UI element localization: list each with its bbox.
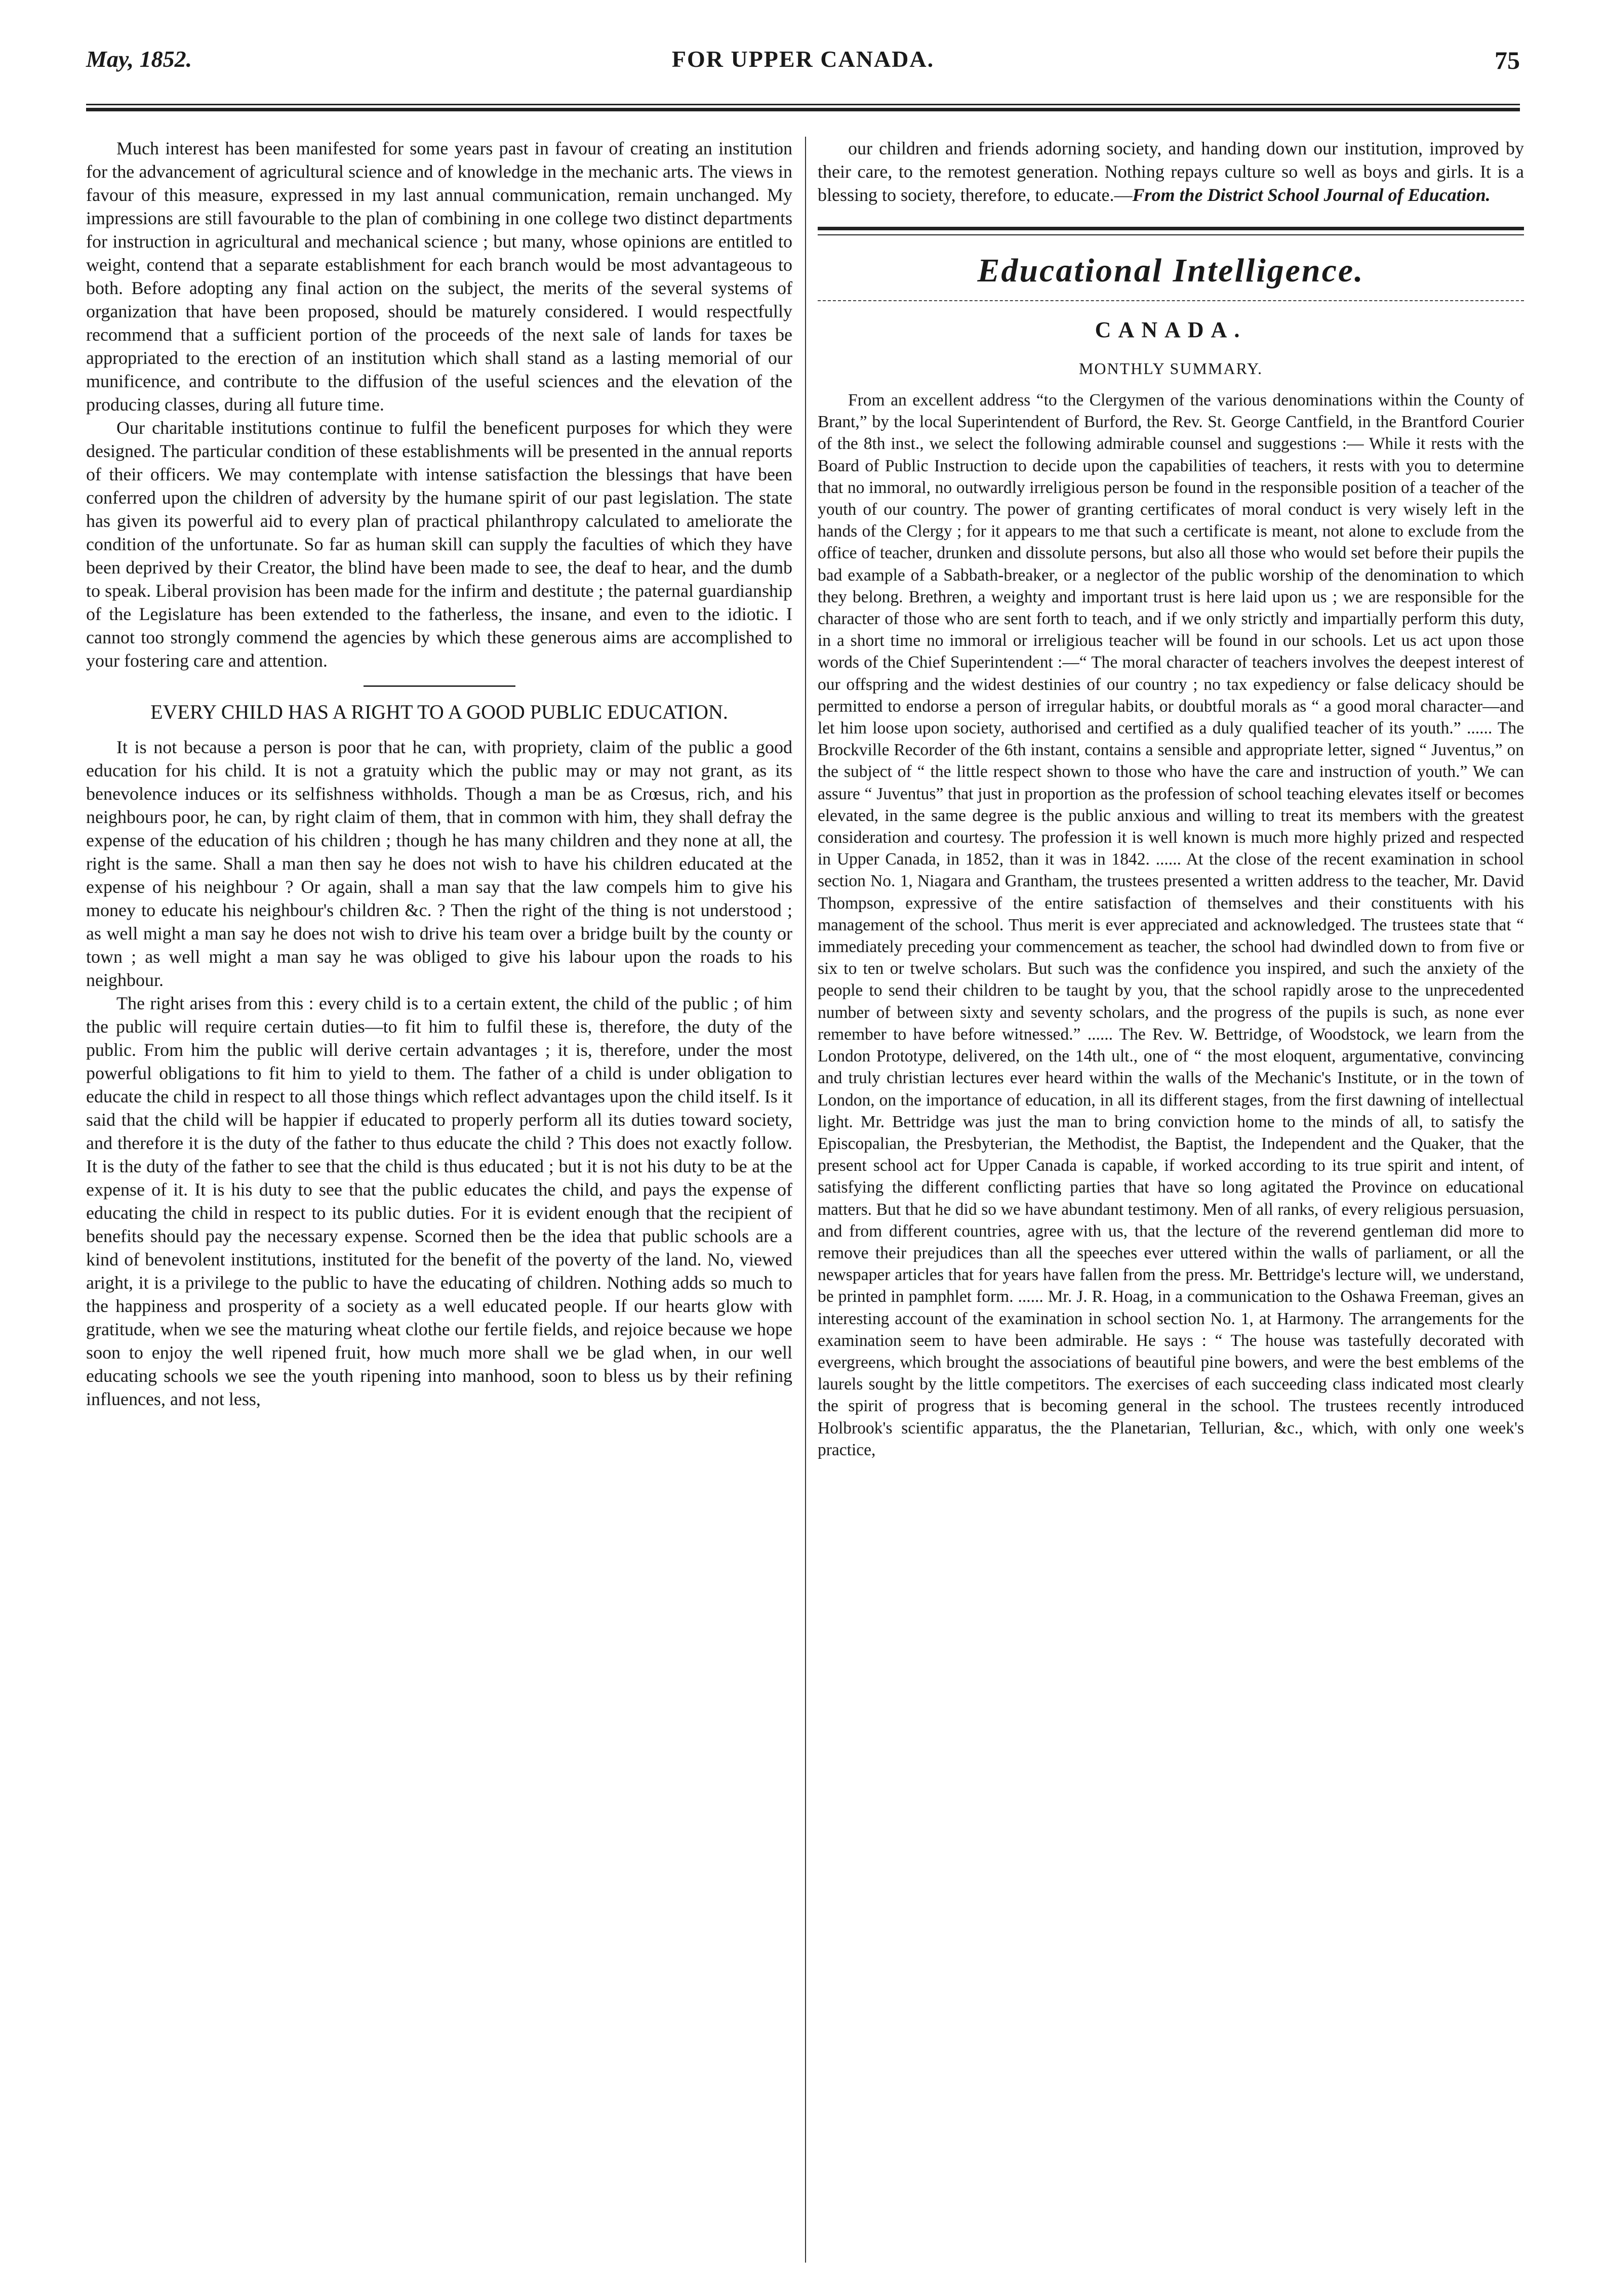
paragraph-right-arises: The right arises from this : every child is to a certain extent, the child of the public ; of him the public will require certain duties—to fit him to fulfil these is, therefore, the duty of the public. From him the public will derive certain advantages ; it is, therefore, under the most powerful obligations to fit him to yield to them. The father of a child is under obligation to educate the child in respect to all those things which reflect advantages upon the child itself. Is it said that the child will be happier if educated to properly perform all its duties toward society, and therefore it is the duty of the father to thus educate the child ? This does not exactly follow. It is the duty of the father to see that the child is thus educated ; but it is not his duty to be at the expense of it. It is his duty to see that the public educates the child, and pays the expense of educating the child in respect to its public duties. For it is evident enough that the recipient of benefits should pay the necessary expense. Scorned then be the idea that public schools are a kind of benevolent institutions, instituted for the benefit of the poverty of the land. No, viewed aright, it is a privilege to the public to have the educating of children. Nothing adds so much to the happiness and prosperity of a society as a well educated people. If our hearts glow with gratitude, when we see the maturing wheat clothe our fertile fields, and rejoice because we hope soon to enjoy the well ripened fruit, how much more shall we be glad when, in our well educating schools we see the youth ripening into manhood, soon to bless us by their refining influences, and not less,: [86, 993, 792, 1409]
paragraph-right-to-education: It is not because a person is poor that he can, with propriety, claim of the public a good education for his child. It is not a gratuity which the public may or may not grant, as its benevolence induces or its selfishness withholds. Though a man be as Crœsus, rich, and his neighbours poor, he can, by right claim of them, that in common with him, they shall defray the expense of the education of his children ; though he has many children and they none at all, the right is the same. Shall a man then say he does not wish to have his children educated at the expense of his neighbour ? Or again, shall a man say that the law compels him to give his money to educate his neighbour's children &c. ? Then the right of the thing is not understood ; as well might a man say he does not wish to drive his team over a bridge built by the county or town ; as well might a man say he was obliged to give his labour upon the roads to his neighbour.: [86, 737, 792, 990]
continuation-text: our children and friends adorning society, and handing down our institution, improved by their care, to the remotest generation. Nothing repays culture so well as boys and girls. It is a blessing to society, therefore, to educate.—: [818, 138, 1524, 205]
header-rule-thick: [86, 108, 1520, 111]
right-column: [818, 137, 1524, 1461]
paragraph-charitable-institutions: Our charitable institutions continue to fulfil the beneficent purposes for which they were designed. The particular condition of these establishments will be presented in the annual reports of their officers. We may contemplate with intense satisfaction the blessings that have been conferred upon the children of adversity by the humane spirit of our past legislation. The state has given its powerful aid to every plan of practical philanthropy calculated to ameliorate the condition of the unfortunate. So far as human skill can supply the faculties of which they have been deprived by their Creator, the blind have been made to see, the deaf to hear, and the dumb to speak. Liberal provision has been made for the infirm and destitute ; the paternal guardianship of the Legislature has been extended to the fatherless, the insane, and even to the idiotic. I cannot too strongly commend the agencies by which these generous aims are accomplished to your fostering care and attention.: [86, 418, 792, 671]
left-column: [86, 137, 792, 1411]
column-divider: [805, 137, 806, 2263]
section-heading: EVERY CHILD HAS A RIGHT TO A GOOD PUBLIC EDUCATION.: [150, 701, 728, 723]
banner-rule-thin: [818, 234, 1524, 235]
paragraph-agricultural-institution: Much interest has been manifested for some years past in favour of creating an institution for the advancement of agricultural science and of knowledge in the mechanic arts. The views in favour of this measure, expressed in my last annual communication, remain unchanged. My impressions are still favourable to the plan of combining in one college two distinct departments for instruction in agricultural and mechanical science ; but many, whose opinions are entitled to weight, contend that a separate establishment for each branch would be most advantageous to both. Before adopting any final action on the subject, the merits of the several systems of organization that have been proposed, should be maturely considered. I would respectfully recommend that a sufficient portion of the proceeds of the next sale of lands for taxes be appropriated to the erection of an institution which shall stand as a lasting memorial of our munificence, and contribute to the diffusion of the useful sciences and the elevation of the producing classes, during all future time.: [86, 138, 792, 415]
section-banner: Educational Intelligence.: [977, 252, 1364, 289]
subheading: MONTHLY SUMMARY.: [1078, 359, 1263, 378]
source-attribution: From the District School Journal of Education.: [1132, 185, 1491, 205]
section-separator: [364, 685, 515, 687]
running-title: FOR UPPER CANADA.: [671, 46, 935, 72]
paragraph-monthly-summary: From an excellent address “to the Clergymen of the various denominations within the County of Brant,” by the local Superintendent of Burford, the Rev. St. George Cantfield, in the Brantford Courier of the 8th inst., we select the following admirable counsel and suggestions :— While it rests with the Board of Public Instruction to decide upon the capabilities of teachers, it rests with you to determine that no immoral, no outwardly irreligious person be found in the responsible position of a teacher of the youth of our country. The power of granting certificates of moral conduct is very wisely left in the hands of the Clergy ; for it appears to me that such a certificate is meant, not alone to exclude from the office of teacher, drunken and dissolute persons, but also all those who would set before their pupils the bad example of a Sabbath-breaker, or a neglector of the public worship of the denomination to which they belong. Brethren, a weighty and important trust is here laid upon us ; we are responsible for the character of those who are sent forth to teach, and if we only strictly and impartially perform this duty, in a short time no immoral or irreligious teacher will be found in our schools. Let us act upon those words of the Chief Superintendent :—“ The moral character of teachers involves the deepest interest of our offspring and the widest destinies of our country ; no tax expediency or false delicacy should be permitted to endorse a person of irregular habits, or doubtful morals as “ a good moral character—and let him loose upon society, authorised and certified as a duly qualified teacher of its youth.” ...... The Brockville Recorder of the 6th instant, contains a sensible and appropriate letter, signed “ Juventus,” on the subject of “ the little respect shown to those who have the care and instruction of youth.” We can assure “ Juventus” that just in proportion as the profession of school teaching elevates itself or becomes elevated, in the same degree is the public anxious and willing to treat its members with the greatest consideration and courtesy. The profession it is well known is much more highly prized and respected in Upper Canada, in 1852, than it was in 1842. ...... At the close of the recent examination in school section No. 1, Niagara and Grantham, the trustees presented a written address to the teacher, Mr. David Thompson, expressive of the entire satisfaction of themselves and their constituents with his management of the school. Thus merit is ever appreciated and acknowledged. The trustees state that “ immediately preceding your commencement as teacher, the school had dwindled down to from five or six to ten or twelve scholars. But such was the confidence you inspired, and such the anxiety of the people to send their children to be taught by you, that the school rapidly arose to the unprecedented number of between sixty and seventy scholars, and the progress of the pupils is such, as none ever remember to have before witnessed.” ...... The Rev. W. Bettridge, of Woodstock, we learn from the London Prototype, delivered, on the 14th ult., one of “ the most eloquent, argumentative, convincing and truly christian lectures ever heard within the walls of the Mechanic's Institute, or in the town of London, on the importance of education, in all its different stages, from the first dawning of intellectual light. Mr. Bettridge was just the man to bring conviction home to the minds of all, to satisfy the Episcopalian, the Presbyterian, the Methodist, the Baptist, the Independent and the Quaker, that the present school act for Upper Canada is capable, if worked according to its true spirit and intent, of satisfying the different conflicting parties that have so long agitated the Province on educational matters. But that he did so we have abundant testimony. Men of all ranks, of every religious persuasion, and from different countries, agree with us, that the lecture of the reverend gentleman did more to remove their prejudices than all the speeches ever uttered within the walls of parliament, or all the newspaper articles that for years have fallen from the press. Mr. Bettridge's lecture will, we understand, be printed in pamphlet form. ...... Mr. J. R. Hoag, in a communication to the Oshawa Freeman, gives an interesting account of the examination in school section No. 1, at Harmony. The arrangements for the examination seem to have been admirable. He says : “ The house was tastefully decorated with evergreens, which brought the associations of beautiful pine bowers, and were the best emblems of the laurels sought by the little competitors. The exercises of each succeeding class indicated most clearly the spirit of progress that is becoming general in the school. The trustees recently introduced Holbrook's scientific apparatus, the the Planetarian, Tellurian, &c., which, with only one week's practice,: [818, 391, 1524, 1459]
region-heading: CANADA.: [1095, 317, 1247, 342]
running-header: [86, 46, 1520, 86]
banner-rule-thick: [818, 227, 1524, 230]
header-rule-thin: [86, 104, 1520, 105]
paragraph-continuation: [818, 137, 1524, 207]
issue-date: May, 1852.: [86, 46, 192, 72]
banner-ornamental-rule: [818, 300, 1524, 304]
page-number: 75: [1495, 46, 1520, 74]
